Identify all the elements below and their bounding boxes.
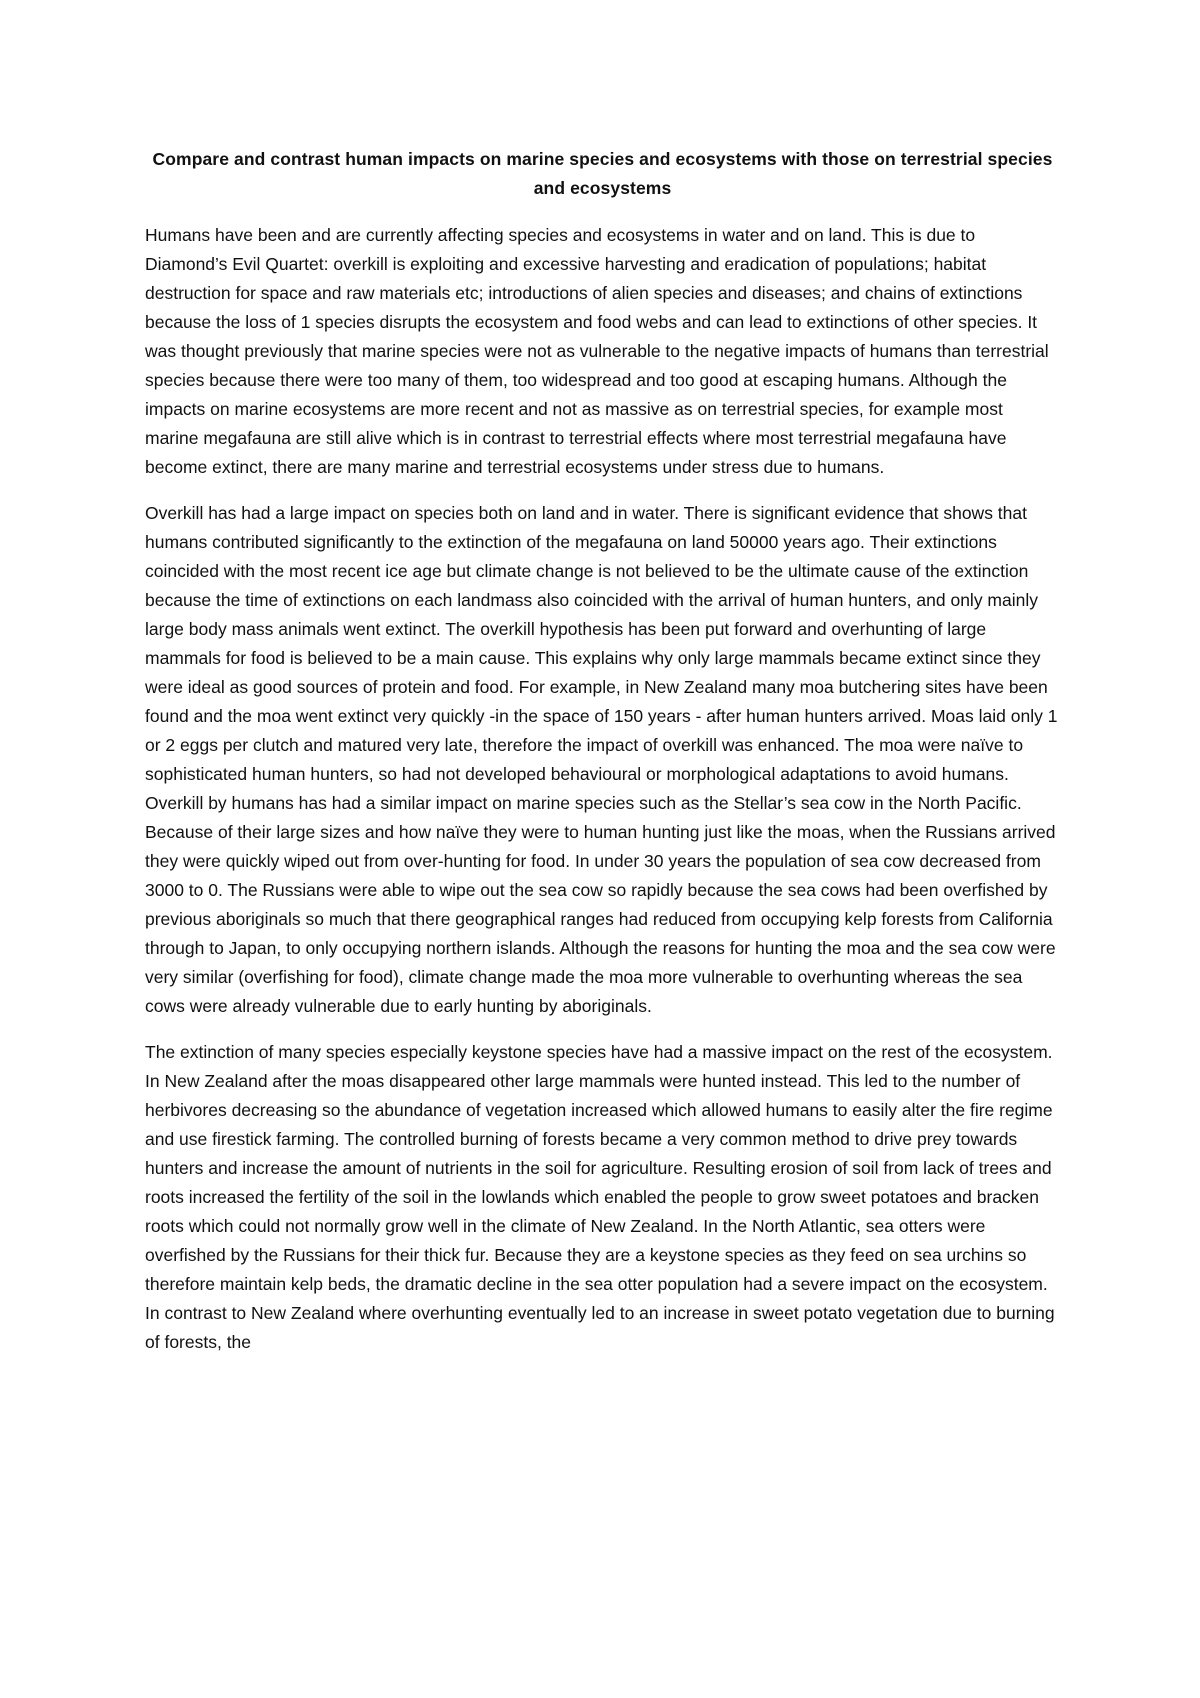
document-title: Compare and contrast human impacts on marine species and ecosystems with those on terrestrial species and ecosystems xyxy=(152,149,1053,198)
paragraph-keystone-species: The extinction of many species especially keystone species have had a massive impact on the rest of the ecosystem. In New Zealand after the moas disappeared other large mammals were hunted instead. This led to the number of herbivores decreasing so the abundance of vegetation increased which allowed humans to easily alter the fire regime and use firestick farming. The controlled burning of forests became a very common method to drive prey towards hunters and increase the amount of nutrients in the soil for agriculture. Resulting erosion of soil from lack of trees and roots increased the fertility of the soil in the lowlands which enabled the people to grow sweet potatoes and bracken roots which could not normally grow well in the climate of New Zealand. In the North Atlantic, sea otters were overfished by the Russians for their thick fur. Because they are a keystone species as they feed on sea urchins so therefore maintain kelp beds, the dramatic decline in the sea otter population had a severe impact on the ecosystem. In contrast to New Zealand where overhunting eventually led to an increase in sweet potato vegetation due to burning of forests, the xyxy=(145,1042,1055,1352)
paragraph-overkill: Overkill has had a large impact on species both on land and in water. There is significant evidence that shows that humans contributed significantly to the extinction of the megafauna on land 50000 years ago. Their extinctions coincided with the most recent ice age but climate change is not believed to be the ultimate cause of the extinction because the time of extinctions on each landmass also coincided with the arrival of human hunters, and only mainly large body mass animals went extinct. The overkill hypothesis has been put forward and overhunting of large mammals for food is believed to be a main cause. This explains why only large mammals became extinct since they were ideal as good sources of protein and food. For example, in New Zealand many moa butchering sites have been found and the moa went extinct very quickly -in the space of 150 years - after human hunters arrived. Moas laid only 1 or 2 eggs per clutch and matured very late, therefore the impact of overkill was enhanced. The moa were naïve to sophisticated human hunters, so had not developed behavioural or morphological adaptations to avoid humans. Overkill by humans has had a similar impact on marine species such as the Stellar’s sea cow in the North Pacific. Because of their large sizes and how naïve they were to human hunting just like the moas, when the Russians arrived they were quickly wiped out from over-hunting for food. In under 30 years the population of sea cow decreased from 3000 to 0. The Russians were able to wipe out the sea cow so rapidly because the sea cows had been overfished by previous aboriginals so much that there geographical ranges had reduced from occupying kelp forests from California through to Japan, to only occupying northern islands. Although the reasons for hunting the moa and the sea cow were very similar (overfishing for food), climate change made the moa more vulnerable to overhunting whereas the sea cows were already vulnerable due to early hunting by aboriginals. xyxy=(145,503,1058,1016)
paragraph-introduction: Humans have been and are currently affecting species and ecosystems in water and on land. This is due to Diamond’s Evil Quartet: overkill is exploiting and excessive harvesting and eradication of populations; habitat destruction for space and raw materials etc; introductions of alien species and diseases; and chains of extinctions because the loss of 1 species disrupts the ecosystem and food webs and can lead to extinctions of other species. It was thought previously that marine species were not as vulnerable to the negative impacts of humans than terrestrial species because there were too many of them, too widespread and too good at escaping humans. Although the impacts on marine ecosystems are more recent and not as massive as on terrestrial species, for example most marine megafauna are still alive which is in contrast to terrestrial effects where most terrestrial megafauna have become extinct, there are many marine and terrestrial ecosystems under stress due to humans. xyxy=(145,225,1049,477)
